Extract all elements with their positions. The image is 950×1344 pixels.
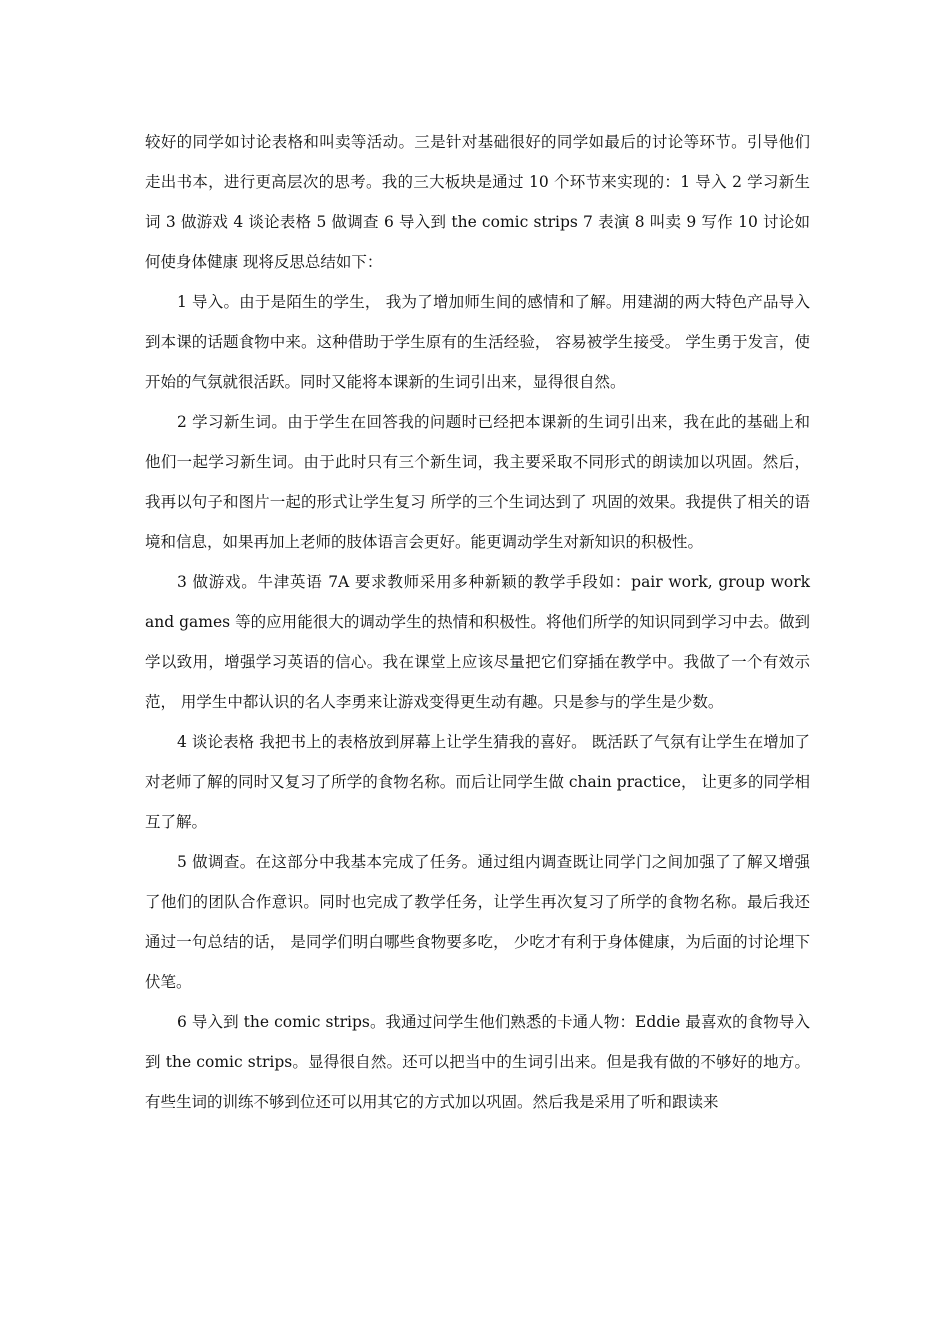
document-body [145, 122, 810, 1122]
paragraph-3-games: 3 做游戏。牛津英语 7A 要求教师采用多种新颖的教学手段如：pair work, group work and games 等的应用能很大的调动学生的热情和积极性。将他们所学的知识同到学习中去。做到学以致用，增强学习英语的信心。我在课堂上应该尽量把它们穿插在教学中。我做了一个有效示范， 用学生中都认识的名人李勇来让游戏变得更生动有趣。只是参与的学生是少数。 [145, 573, 810, 711]
paragraph-intro: 较好的同学如讨论表格和叫卖等活动。三是针对基础很好的同学如最后的讨论等环节。引导他们走出书本，进行更高层次的思考。我的三大板块是通过 10 个环节来实现的：1 导入 2 学习新生词 3 做游戏 4 谈论表格 5 做调查 6 导入到 the comic strips 7 表演 8 叫卖 9 写作 10 讨论如何使身体健康 现将反思总结如下： [145, 133, 810, 271]
paragraph-5-survey: 5 做调查。在这部分中我基本完成了任务。通过组内调查既让同学门之间加强了了解又增强了他们的团队合作意识。同时也完成了教学任务，让学生再次复习了所学的食物名称。最后我还通过一句总结的话， 是同学们明白哪些食物要多吃， 少吃才有利于身体健康，为后面的讨论埋下伏笔。 [145, 853, 810, 991]
paragraph-2-new-words: 2 学习新生词。由于学生在回答我的问题时已经把本课新的生词引出来，我在此的基础上和他们一起学习新生词。由于此时只有三个新生词，我主要采取不同形式的朗读加以巩固。然后，我再以句子和图片一起的形式让学生复习 所学的三个生词达到了 巩固的效果。我提供了相关的语境和信息，如果再加上老师的肢体语言会更好。能更调动学生对新知识的积极性。 [145, 413, 810, 551]
paragraph-1-intro-lead-in: 1 导入。由于是陌生的学生， 我为了增加师生间的感情和了解。用建湖的两大特色产品导入到本课的话题食物中来。这种借助于学生原有的生活经验， 容易被学生接受。 学生勇于发言，使开始的气氛就很活跃。同时又能将本课新的生词引出来，显得很自然。 [145, 293, 810, 391]
paragraph-4-table-discussion: 4 谈论表格 我把书上的表格放到屏幕上让学生猜我的喜好。 既活跃了气氛有让学生在增加了对老师了解的同时又复习了所学的食物名称。而后让同学生做 chain practice， 让更多的同学相互了解。 [145, 733, 810, 831]
paragraph-6-comic-strips: 6 导入到 the comic strips。我通过问学生他们熟悉的卡通人物：Eddie 最喜欢的食物导入到 the comic strips。显得很自然。还可以把当中的生词引出来。但是我有做的不够好的地方。有些生词的训练不够到位还可以用其它的方式加以巩固。然后我是采用了听和跟读来 [145, 1013, 810, 1111]
